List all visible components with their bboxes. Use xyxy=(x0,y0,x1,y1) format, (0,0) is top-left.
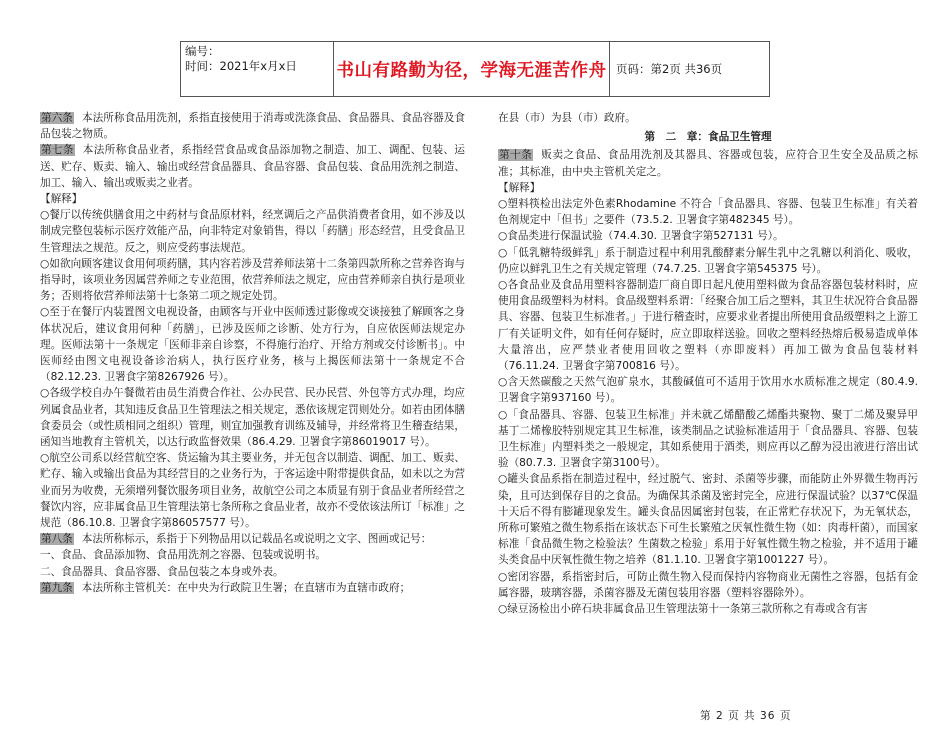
header-meta xyxy=(181,42,334,96)
paragraph-text: ○「食品器具、容器、包装卫生标准」并未就乙烯醋酸乙烯酯共聚物、聚丁二烯及聚异甲基丁二烯橡胶特别规定其卫生标准，该类制品之试验标准适用于「食品器具、容器、包装卫生标准」内塑料类之一般规定，其如系使用于酒类，则应再以乙醇为浸出液进行溶出试验（80.7.3. 卫署食字第3100号）。 xyxy=(498,408,918,470)
note-paragraph xyxy=(498,374,918,406)
page-header xyxy=(180,41,770,97)
time-label: 时间：2021年x月x日 xyxy=(185,59,297,73)
paragraph-text: 本法所称食品用洗剂，系指直接使用于消毒或洗涤食品、食品器具、食品容器及食品包装之物质。 xyxy=(40,112,466,141)
number-label: 编号： xyxy=(185,44,220,58)
paragraph-text: ○至于在餐厅内装置图文电视设备，由顾客与开业中医师透过影像或交谈接独了解顾客之身体状况后，建议食用何种「药膳」，已涉及医师之诊断、处方行为，自应依医师法规定办理。医师法第十一条规定「医师非亲自诊察，不得施行治疗、开给方剂或交付诊断书」。中医师经由图文电视设备诊治病人，执行医疗业务，核与上揭医师法第十一条规定不合（82.12.23. 卫署食字第8267926 号）。 xyxy=(40,306,465,384)
note-paragraph xyxy=(40,304,465,385)
continuation-text: 在县（市）为县（市）政府。 xyxy=(498,112,636,124)
note-paragraph xyxy=(40,191,465,207)
note-paragraph xyxy=(40,564,465,580)
paragraph-text: ○如欲向顾客建议食用何项药膳，其内容若涉及营养师法第十二条第四款所称之营养咨询与指导时，该项业务因属营养师之专业范围，依营养师法之规定，应由营养师亲自执行是项业务；否则将依营养师法第十七条第二项之规定处罚。 xyxy=(40,257,465,303)
article-tag: 第九条 xyxy=(41,581,73,594)
note-paragraph xyxy=(40,207,465,256)
paragraph-text: 二、食品器具、食品容器、食品包装之本身或外表。 xyxy=(40,565,284,578)
paragraph-text: 一、食品、食品添加物、食品用洗剂之容器、包装或说明书。 xyxy=(40,549,327,562)
note-paragraph xyxy=(498,245,918,277)
article-tag: 第六条 xyxy=(41,112,73,124)
paragraph-text: ○密闭容器，系指密封后，可防止微生物入侵而保持内容物商业无菌性之容器，包括有金属容器，玻璃容器，杀菌容器及无菌包装用容器（塑料容器除外）。 xyxy=(498,570,918,599)
note-paragraph xyxy=(498,569,918,601)
motto: 书山有路勤为径，学海无涯苦作舟 xyxy=(334,42,610,96)
left-column xyxy=(40,110,465,596)
paragraph-text: 本法所称食品业者，系指经营食品或食品添加物之制造、加工、调配、包装、运送、贮存、贩卖、输入、输出或经营食品器具、食品容器、食品包装、食品用洗剂之制造、加工、输入、输出或贩卖之业者。 xyxy=(40,144,466,189)
note-paragraph xyxy=(498,180,918,196)
paragraph-text: ○餐厅以传统供膳食用之中药材与食品原材料，经烹调后之产品供消费者食用，如不涉及以制成完整包装标示医疗效能产品，向非特定对象销售，得以「药膳」形态经营，且受食品卫生管理法之规范。反之，则应受药事法规范。 xyxy=(40,209,465,254)
chapter-heading: 第 二 章：食品卫生管理 xyxy=(644,131,772,144)
note-paragraph xyxy=(498,407,918,472)
paragraph-text: ○「低乳糖特级鲜乳」系于制造过程中利用乳酸酵素分解生乳中之乳糖以利消化、吸收，仍应以鲜乳卫生之有关规定管理（74.7.25. 卫署食字第545375 号）。 xyxy=(498,246,918,275)
note-paragraph xyxy=(40,256,465,305)
paragraph-text: ○塑料筷检出法定外色素Rhodamine 不符合「食品器具、容器、包装卫生标准」有关着色剂规定中「但书」之要件（73.5.2. 卫署食字第482345 号）。 xyxy=(498,198,918,227)
article-paragraph xyxy=(40,580,465,596)
paragraph-text: 本法所称主管机关：在中央为行政院卫生署；在直辖市为直辖市政府； xyxy=(81,581,411,594)
note-paragraph xyxy=(498,601,918,617)
right-paragraphs xyxy=(498,147,918,617)
paragraph-text: ○各级学校自办午餐微若由员生消费合作社、公办民营、民办民营、外包等方式办理，均应列属食品业者，其知违反食品卫生管理法之相关规定，悉依该规定罚则处分。如若由团体膳食委员会（或性质相同之组织）管理，则宜加强教育训练及辅导，并经常将卫生稽查结果，函知当地教育主管机关，以达行政监督效果（86.4.29. 卫署食字第86019017 号）。 xyxy=(40,387,465,449)
paragraph-text: ○含天然碳酸之天然气泡矿泉水，其酸碱值可不适用于饮用水水质标准之规定（80.4.9. 卫署食字第937160 号）。 xyxy=(498,376,918,405)
note-paragraph xyxy=(40,450,465,531)
note-paragraph xyxy=(498,471,918,568)
page-footer: 第 2 页 共 36 页 xyxy=(700,710,792,722)
paragraph-text: ○食品类进行保温试验（74.4.30. 卫署食字第527131 号）。 xyxy=(498,230,784,243)
article-tag: 第七条 xyxy=(41,144,74,157)
paragraph-text: ○罐头食品系指在制造过程中，经过脱气、密封、杀菌等步骤，而能防止外界微生物再污染，且可达到保存目的之食品。为确保其杀菌及密封完全，应进行保温试验？以37℃保温十天后不得有膨罐现象发生。罐头食品因属密封包装，在正常贮存状况下，为无氧状态，所称可繁殖之微生物系指在该状态下可生长繁殖之厌氧性微生物（如：肉毒杆菌），而国家标准「食品微生物之检验法？生菌数之检验」系用于好氧性微生物之检验，并不适用于罐头类食品中厌氧性微生物之培养（81.1.10. 卫署食字第1001227 号）。 xyxy=(498,473,918,567)
paragraph-text: ○绿豆汤检出小碎石块非属食品卫生管理法第十一条第三款所称之有毒或含有害 xyxy=(498,603,868,616)
article-tag: 第八条 xyxy=(41,533,73,546)
paragraph-text: 贩卖之食品、食品用洗剂及其器具、容器或包装，应符合卫生安全及品质之标准；其标准，由中央主管机关定之。 xyxy=(498,149,919,178)
paragraph-text: ○各食品业及食品用塑料容器制造厂商自即日起凡使用塑料做为食品容器包装材料时，应使用食品级塑料为材料。食品级塑料系谓：「经聚合加工后之塑料，其卫生状况符合食品器具、容器、包装卫生标准者。」于进行稽查时，应要求业者提出所使用食品级塑料之上游工厂有关证明文件，如有任何存疑时，应立即取样送验。回收之塑料经热熔后极易造成单体大量溶出，应严禁业者使用回收之塑料（亦即废料）再加工做为食品包装材料（76.11.24. 卫署食字第700816 号）。 xyxy=(498,279,918,373)
page-label: 页码：第2页 共36页 xyxy=(616,62,723,76)
paragraph-text: 本法所称标示，系指于下列物品用以记载品名或说明之文字、图画或记号： xyxy=(81,533,432,546)
paragraph-text: ○航空公司系以经营航空客、货运输为其主要业务，并无包含以制造、调配、加工、贩卖、贮存、输入或输出食品为其经营目的之业务行为，于客运途中附带提供食品，如未以之为营业而另为收费，无须增列餐饮服务项目业务，故航空公司之本质显有别于食品业者所经营之餐饮内容，应非属食品卫生管理法第七条所称之食品业者，故亦不受依该法所订「标准」之规范（86.10.8. 卫署食字第86057577 号）。 xyxy=(40,452,465,530)
note-paragraph xyxy=(498,228,918,244)
note-paragraph xyxy=(40,385,465,450)
note-paragraph xyxy=(498,196,918,228)
article-paragraph xyxy=(40,110,465,142)
note-paragraph xyxy=(498,277,918,374)
note-paragraph xyxy=(40,547,465,563)
article-tag: 第十条 xyxy=(499,149,533,162)
article-paragraph xyxy=(40,142,465,191)
article-paragraph xyxy=(40,531,465,547)
right-column xyxy=(498,110,918,617)
article-paragraph xyxy=(498,147,918,179)
paragraph-text: 【解释】 xyxy=(40,193,83,206)
paragraph-text: 【解释】 xyxy=(498,181,541,194)
